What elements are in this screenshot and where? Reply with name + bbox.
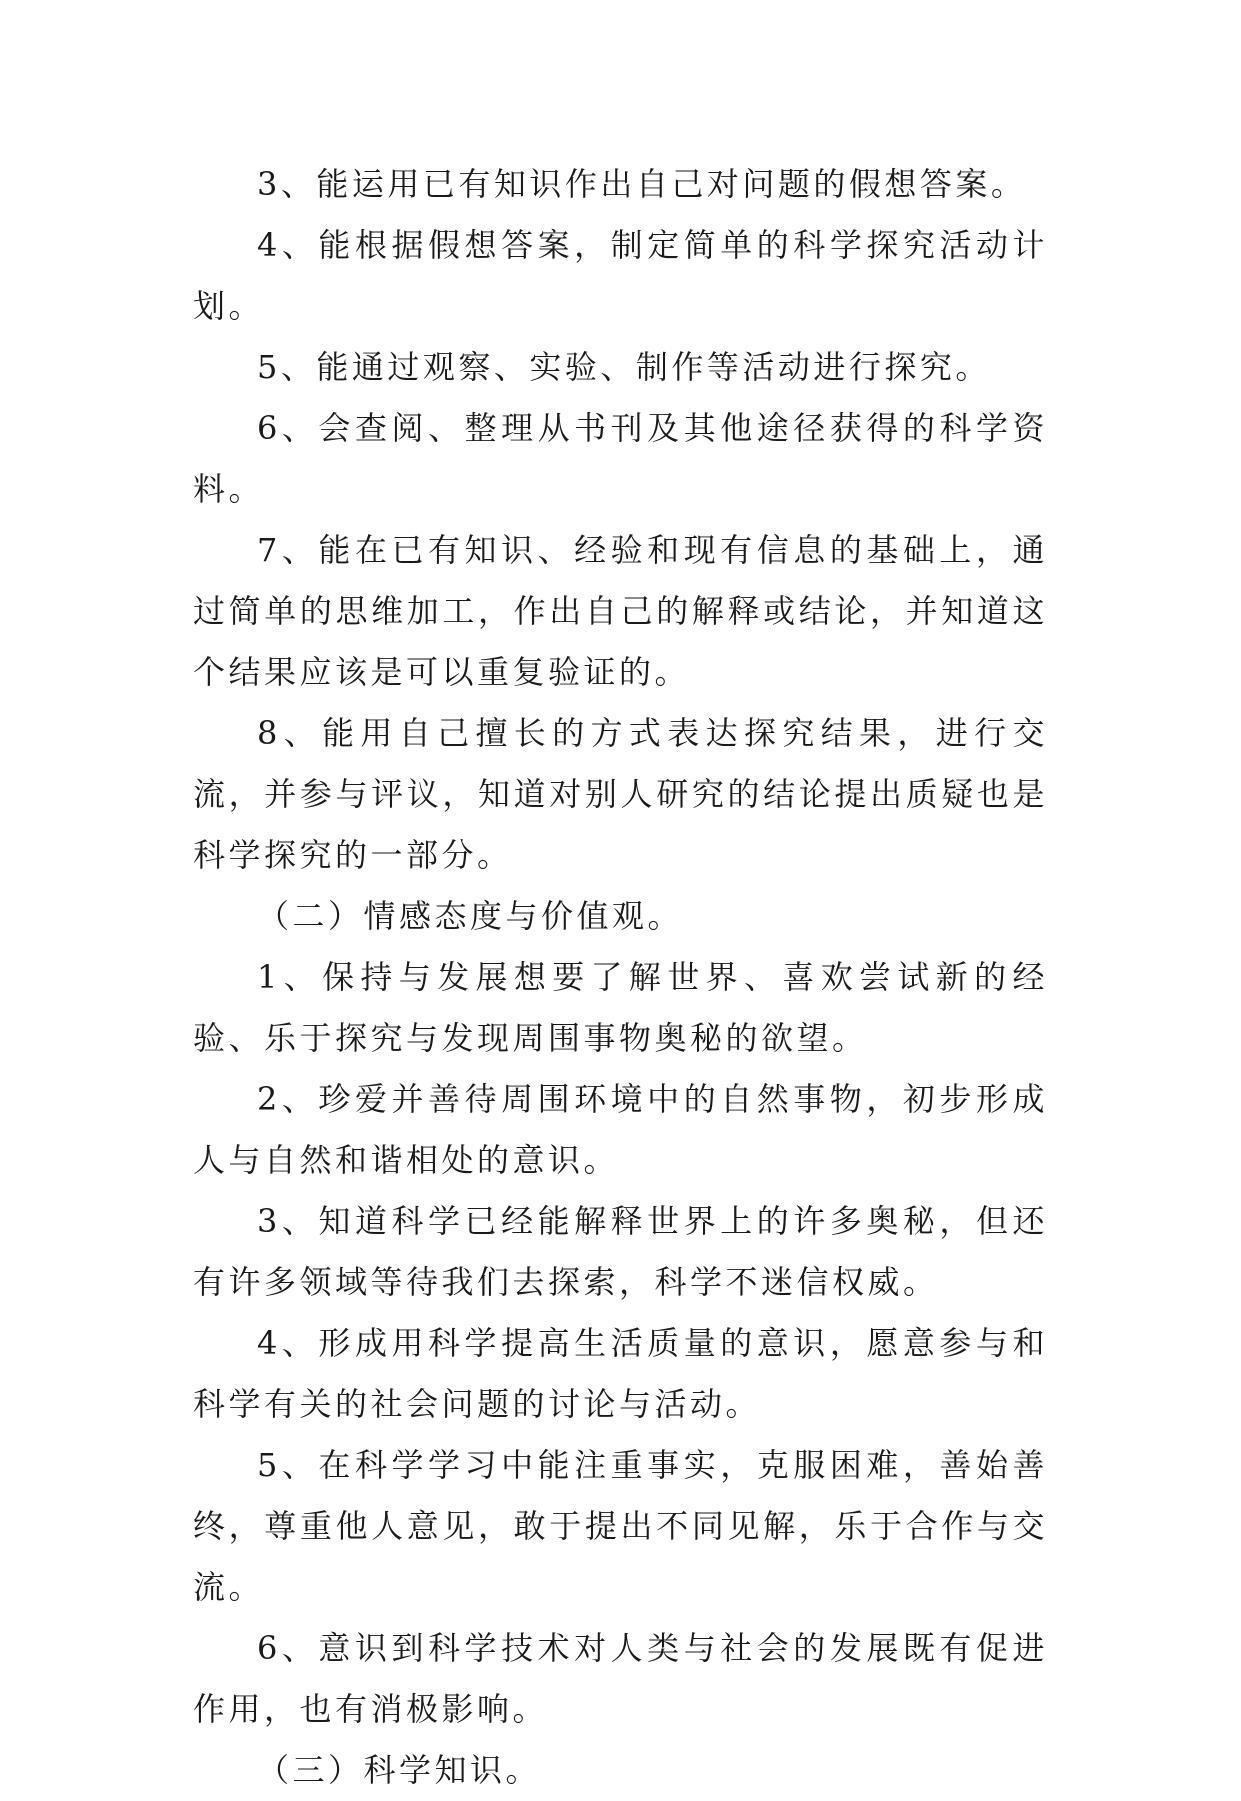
paragraph-attitude-4: 4、形成用科学提高生活质量的意识，愿意参与和科学有关的社会问题的讨论与活动。 xyxy=(193,1324,1048,1423)
paragraph-item-7-conclusion: 7、能在已有知识、经验和现有信息的基础上，通过简单的思维加工，作出自己的解释或结论，并知道这个结果应该是可以重复验证的。 xyxy=(193,531,1048,691)
paragraph-attitude-3: 3、知道科学已经能解释世界上的许多奥秘，但还有许多领域等待我们去探索，科学不迷信权威。 xyxy=(193,1202,1048,1301)
paragraph-item-4-plan: 4、能根据假想答案，制定简单的科学探究活动计划。 xyxy=(193,226,1048,325)
paragraph-item-6-research: 6、会查阅、整理从书刊及其他途径获得的科学资料。 xyxy=(193,409,1048,508)
paragraph-attitude-2: 2、珍爱并善待周围环境中的自然事物，初步形成人与自然和谐相处的意识。 xyxy=(193,1080,1048,1179)
paragraph-attitude-6: 6、意识到科学技术对人类与社会的发展既有促进作用，也有消极影响。 xyxy=(193,1629,1048,1728)
section-heading-attitudes: （二）情感态度与价值观。 xyxy=(257,897,684,935)
document-body xyxy=(193,154,1048,1801)
paragraph-item-5-explore: 5、能通过观察、实验、制作等活动进行探究。 xyxy=(257,348,991,386)
paragraph-item-3-hypothesis: 3、能运用已有知识作出自己对问题的假想答案。 xyxy=(257,165,1027,203)
paragraph-item-8-communicate: 8、能用自己擅长的方式表达探究结果，进行交流，并参与评议，知道对别人研究的结论提出质疑也是科学探究的一部分。 xyxy=(193,714,1048,874)
section-heading-knowledge: （三）科学知识。 xyxy=(257,1751,542,1789)
paragraph-attitude-1: 1、保持与发展想要了解世界、喜欢尝试新的经验、乐于探究与发现周围事物奥秘的欲望。 xyxy=(193,958,1048,1057)
paragraph-attitude-5: 5、在科学学习中能注重事实，克服困难，善始善终，尊重他人意见，敢于提出不同见解，乐于合作与交流。 xyxy=(193,1446,1048,1606)
